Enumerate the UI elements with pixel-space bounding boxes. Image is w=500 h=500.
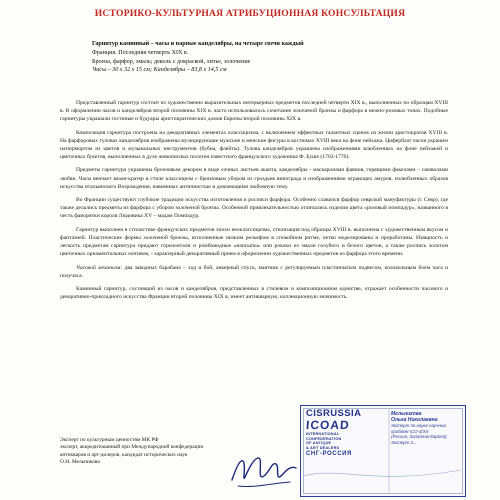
item-origin: Франция. Последняя четверть XIX в. [92, 49, 189, 56]
handwritten-signature [228, 446, 298, 492]
item-materials: Бронза, фарфор, эмаль; деколь с докраской, литье, золочение [92, 58, 251, 65]
paragraph-intro: Представленный гарнитур состоит из художественно выразительных интерьерных предметов последней четверти XIX в., выполненных по образцам XVIII в. В оформлении часов и канделябров второй половины XIX в. часто использовалось сочетание золоченой бронзы и фарфора в нежно-розовых тонах. Подобные гарнитуры украшали гостиные и будуары аристократических домов Европы второй половины XIX в. [60, 100, 448, 123]
paragraph-mechanism [60, 264, 448, 280]
stamp-info-1: Эксперт по науке научных [391, 423, 447, 429]
signer-line-3: антикваров и арт-дилеров, кандидат исторических наук [60, 451, 188, 458]
paragraph-conclusion: Каминный гарнитур, состоящий из часов и канделябров, представленных в стилевом и композиционном единстве, отражает особенности часового и декоративно-прикладного искусства Франции второй половины XIX в, имеет антикварную, коллекционную значимость. [60, 286, 448, 301]
paragraph-porcelain: Во Франции существуют глубокие традиции искусства изготовления и росписи фарфора. Особенно славился фарфор севрской мануфактуры (г. Севр), где также делались предметы из фарфора с убором золоченой бронзы. Особенной привлекательностью отличались изделия цвета «розовый помпадур», названного в честь фаворитки короля Людовика XV – мадам Помпадур. [60, 197, 448, 220]
item-dimensions: Часы – 30 х 32 х 15 см; Канделябры – 83,8 х 14,5 см [92, 67, 227, 74]
signer-line-1: Эксперт по культурным ценностям МК РФ [60, 437, 159, 443]
item-title: Гарнитур каминный – часы и парные канделябры, на четыре свечи каждый [92, 41, 304, 47]
stamp-acronym: ICOAD [305, 418, 351, 432]
stamp-name-1: Мельникова [391, 411, 422, 417]
stamp-org-4: & ART DEALERS [306, 445, 340, 450]
signer-line-2: эксперт, аккредитованный при Международной конфедерации [60, 444, 204, 451]
stamp-info-3: (Россия, Западная Европа) [391, 434, 447, 440]
signer-name: О.Н. Мельникова [60, 459, 100, 466]
mechanism-label: Часовой механизм: [76, 264, 123, 271]
stamp-bottom-text: СНГ-РОССИЯ [306, 451, 352, 458]
document-title: ИСТОРИКО-КУЛЬТУРНАЯ АТРИБУЦИОННАЯ КОНСУЛЬТАЦИЯ [94, 8, 406, 19]
stamp-logo [306, 409, 389, 457]
stamp-expert-info [391, 412, 461, 446]
paragraph-style: Гарнитур выполнен в стилистике французских предметов эпохи неоклассицизма, стилизация под образцы XVIII в. выполнена с художественным вкусом и фантазией. Пластические формы золоченой бронзы, исполненные низким рельефом в спокойном ритме, четко моделированы и проработаны. Изящность и легкость предметам гарнитура придают горизонтали и ромбовидные «напсыпы» или рококи из эмали голубого и белого цветов, а также роспись золотом цветочных орнаментальных мотивов, - характерный декоративный прием в оформлении художественных предметов из фарфора этого времени. [60, 226, 448, 258]
stamp-org-2: CONFEDERATION [306, 436, 342, 441]
stamp-info-2: проблем ICO-4/ХХ [391, 428, 429, 434]
stamp-org-3: OF ANTIQUE [306, 441, 332, 446]
consultation-body [60, 99, 448, 307]
stamp-info-4: Эксперт 2... [391, 439, 417, 445]
paragraph-decor: Предметы гарнитура украшены бронзовым декором в виде сочных листьев аканта, канделябры - маскаронами фавнов, горящими факелами – символами любви. Часы венчает вазон-кратер в стиле классицизм с бронзовым убором из гроздьев винограда и изображениями играющих амуров, излюбленных образов искусства итальянского Возрождения, навеянных античностью и довлеющими любовную тему. [60, 167, 448, 190]
stamp-top-text: CISRUSSIA [306, 408, 362, 419]
expert-stamp [300, 405, 466, 497]
mechanism-text: два заводных барабана – ход и бой, анкерный спуск, маятник с регулируемым пластинчатым подвесом, колокольным боем часа и получаса. [60, 264, 448, 279]
paragraph-composition: Композиция гарнитура построена на декоративных элементах классицизма, с включением эффектных галантных сценок из жизни аристократов XVIII в. На фарфоровых туловах канделябров изображены музицирующие мужские и женские фигуры в костюмах XVIII века на фоне пейзажа. Циферблат часов украшен натюрмортом из цветов и музыкальных инструментов (бубна, флейты). Тулова канделябров украшены изображениями влюбленных на фоне пейзажей и цветочных букетов, выполненных в духе живописных полотен известного французского художника Ф. Буше (1703-1770). [60, 129, 448, 160]
item-description [92, 40, 422, 75]
stamp-name-2: Ольга Николаевна [391, 416, 438, 423]
stamp-org-1: INTERNATIONAL [306, 432, 340, 436]
